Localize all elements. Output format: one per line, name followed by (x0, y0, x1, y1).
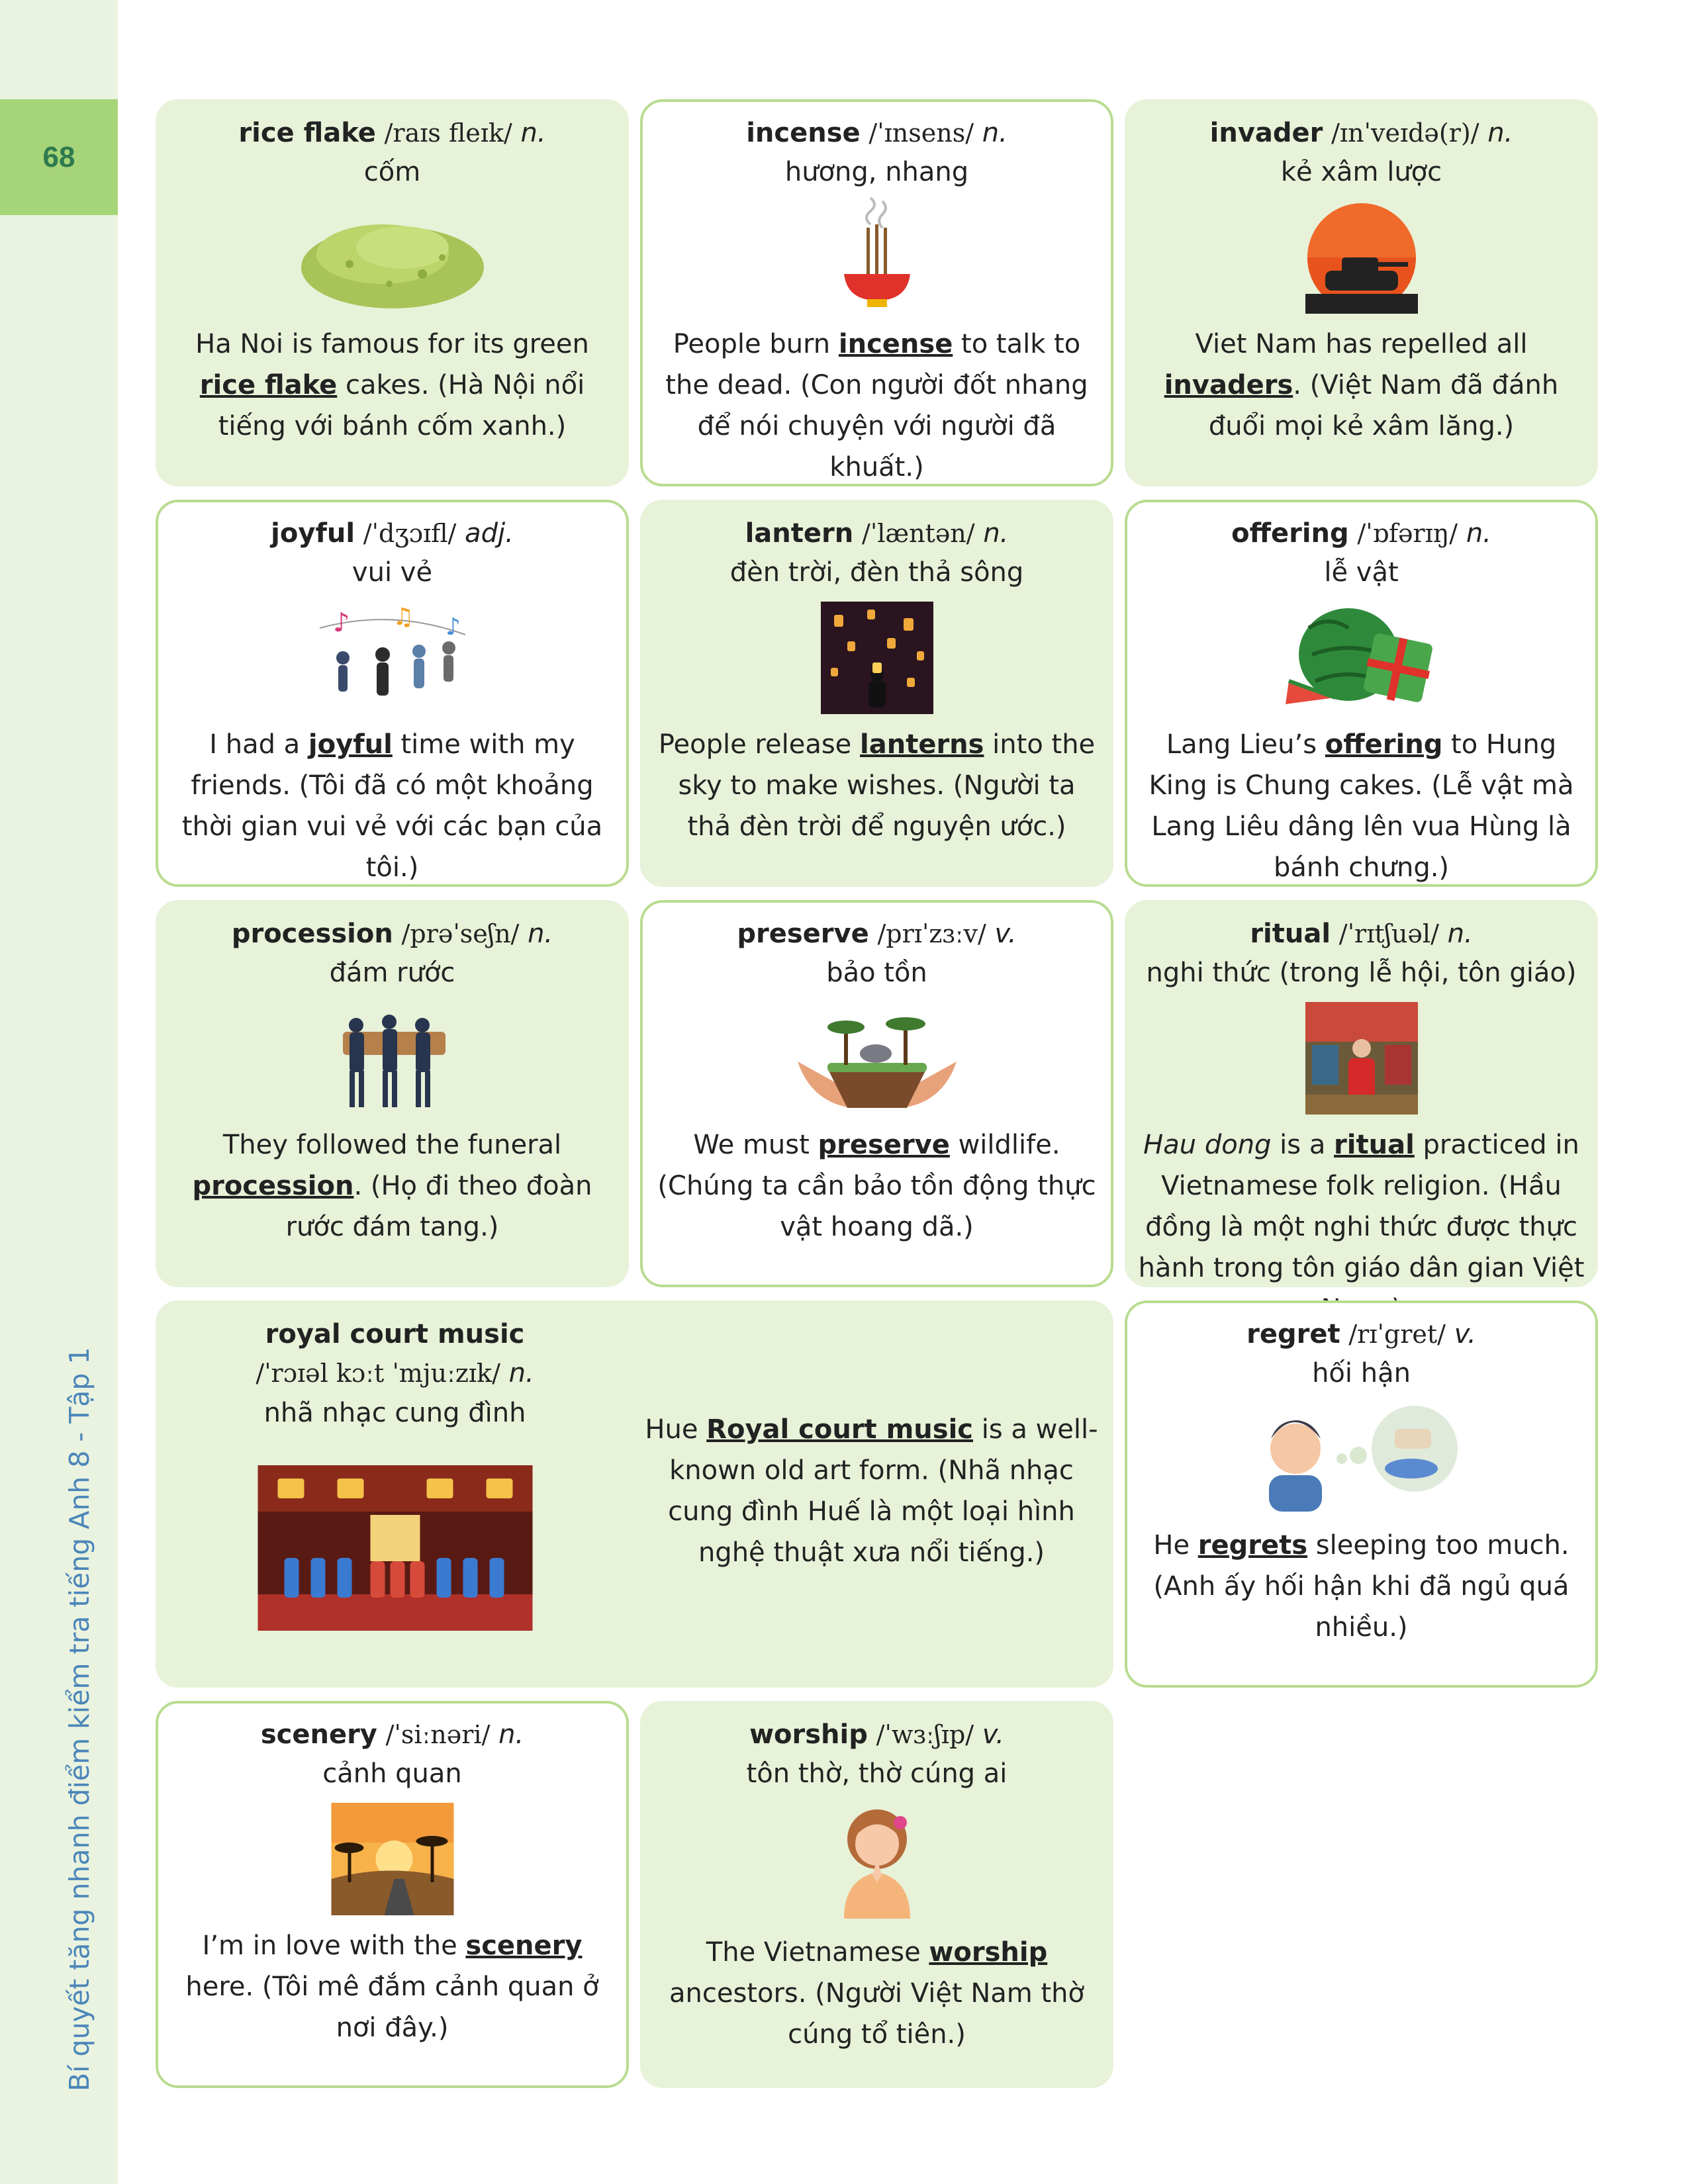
vocab-card-lantern (640, 500, 1113, 887)
example-text: . (Việt Nam đã đánh đuổi mọi kẻ xâm lăng.) (1208, 370, 1559, 441)
example-text: Lang Lieu’s (1166, 729, 1325, 760)
headword: ritual (1250, 919, 1331, 949)
ipa: /ɪnˈveɪdə(r)/ (1331, 118, 1479, 148)
part-of-speech: n. (1466, 518, 1491, 549)
ipa: /rɪˈgret/ (1348, 1320, 1446, 1349)
vocab-card-worship (640, 1701, 1113, 2088)
tank-icon (1305, 201, 1418, 314)
example-text: Hue (645, 1414, 707, 1445)
example-text: practiced in Vietnamese folk religion. (Hầu đồng là một nghi thức được thực hành trong tôn giáo dân gian Việt (1138, 1130, 1585, 1283)
headword: joyful (271, 518, 355, 549)
translation: nghi thức (trong lễ hội, tôn giáo) (1146, 958, 1577, 988)
example-text: is a (1271, 1130, 1335, 1160)
part-of-speech: n. (498, 1719, 524, 1750)
translation: tôn thờ, thờ cúng ai (746, 1758, 1008, 1789)
example-text: . (Họ đi theo đoàn rước đám tang.) (285, 1171, 592, 1242)
royal-court-music-photo-icon (258, 1465, 532, 1631)
part-of-speech: adj. (465, 518, 514, 549)
example-text: People release (658, 729, 861, 760)
headword: scenery (260, 1719, 377, 1750)
headword: preserve (737, 919, 869, 949)
vocab-card-invader (1125, 99, 1598, 486)
example-keyword: procession (192, 1171, 354, 1201)
example-keyword: invaders (1164, 370, 1293, 400)
translation: cốm (363, 157, 421, 187)
vocab-card-offering (1125, 500, 1598, 887)
vocab-card-regret (1125, 1300, 1598, 1688)
dancing-people-icon (313, 602, 472, 714)
ritual-photo-icon (1305, 1002, 1418, 1115)
example-text: Ha Noi is famous for its green (195, 329, 589, 359)
vocab-card-ritual (1125, 900, 1598, 1287)
ipa: /ˈsiːnəri/ (385, 1720, 491, 1749)
example-keyword: joyful (308, 729, 393, 760)
ipa: /prəˈseʃn/ (401, 919, 520, 948)
translation: hương, nhang (784, 157, 969, 187)
ipa: /ˈrɔɪəl kɔːt ˈmjuːzɪk/ (256, 1359, 500, 1388)
headword: procession (231, 919, 393, 949)
example-text: here. (Tôi mê đắm cảnh quan ở nơi đây.) (185, 1972, 599, 2043)
example-text: to Hung King is Chung cakes. (Lễ vật mà Lang Liêu dâng lên vua Hùng là bánh chưng.) (1149, 729, 1574, 883)
lanterns-icon (821, 602, 933, 714)
ipa: /ˈɪnsens/ (868, 118, 974, 148)
headword: incense (746, 118, 861, 148)
example-keyword: incense (838, 329, 953, 359)
headword: lantern (745, 518, 854, 549)
translation: đèn trời, đèn thả sông (729, 557, 1024, 588)
example-keyword: worship (929, 1937, 1048, 1968)
example-text: We must (693, 1130, 818, 1160)
example-keyword: scenery (465, 1931, 583, 1961)
translation: vui vẻ (352, 557, 433, 588)
example-text: time with my friends. (Tôi đã có một khoảng thời gian vui vẻ với các bạn của tôi.) (181, 729, 603, 883)
ipa: /prɪˈzɜːv/ (877, 919, 986, 948)
svg-text:♪: ♪ (332, 608, 350, 638)
headword: rice flake (238, 118, 376, 148)
headword: regret (1246, 1319, 1340, 1349)
ipa: /ˈdʒɔɪfl/ (363, 519, 457, 548)
headword: offering (1231, 518, 1349, 549)
part-of-speech: v. (982, 1719, 1004, 1750)
example-text: ancestors. (Người Việt Nam thờ cúng tổ tiên.) (669, 1978, 1084, 2050)
example-text: sleeping too much. (Anh ấy hối hận khi đã ngủ quá nhiều.) (1153, 1530, 1570, 1643)
part-of-speech: n. (1447, 919, 1473, 949)
translation: kẻ xâm lược (1280, 157, 1442, 187)
example-text: is a well-known old art form. (Nhã nhạc cung đình Huế là một loại hình nghệ thuật xưa nổi tiếng.) (668, 1414, 1098, 1568)
vocab-card-rice-flake (156, 99, 629, 486)
translation: lễ vật (1324, 557, 1399, 588)
vocab-card-joyful (156, 500, 629, 887)
translation: đám rước (329, 958, 455, 988)
part-of-speech: n. (982, 118, 1008, 148)
example-text: I had a (209, 729, 308, 760)
vocab-card-procession (156, 900, 629, 1287)
ipa: /raɪs fleɪk/ (384, 118, 512, 148)
book-title: Bí quyết tăng nhanh điểm kiểm tra tiếng Anh 8 - Tập 1 (64, 1347, 95, 2091)
example-text: to talk to the dead. (Con người đốt nhang để nói chuyện với người đã khuất.) (665, 329, 1088, 482)
svg-text:♪: ♪ (445, 614, 461, 641)
example-keyword: ritual (1334, 1130, 1415, 1160)
ipa: /ˈwɜːʃɪp/ (876, 1720, 974, 1749)
headword: invader (1209, 118, 1323, 148)
example-keyword: regrets (1197, 1530, 1308, 1561)
headword: royal court music (265, 1319, 525, 1349)
example-text: Hau dong (1143, 1130, 1272, 1160)
translation: nhã nhạc cung đình (263, 1398, 526, 1428)
translation: hối hận (1312, 1358, 1411, 1388)
part-of-speech: n. (1487, 118, 1513, 148)
example-keyword: preserve (818, 1130, 950, 1160)
floating-island-icon (791, 1002, 963, 1118)
example-text: They followed the funeral (222, 1130, 562, 1160)
part-of-speech: v. (994, 919, 1017, 949)
funeral-procession-icon (330, 1002, 455, 1115)
vocab-card-scenery (156, 1701, 629, 2088)
example-keyword: lanterns (860, 729, 984, 760)
example-text: He (1153, 1530, 1198, 1561)
example-keyword: Royal court music (706, 1414, 973, 1445)
watermelon-chung-cake-icon (1282, 602, 1441, 714)
sunset-scenery-icon (331, 1803, 453, 1915)
svg-text:♫: ♫ (392, 604, 414, 631)
example-text: into the sky to make wishes. (Người ta thả đèn trời để nguyện ước.) (678, 729, 1096, 842)
example-keyword: offering (1325, 729, 1443, 760)
part-of-speech: n. (983, 518, 1009, 549)
part-of-speech: n. (508, 1358, 534, 1388)
headword: worship (749, 1719, 868, 1750)
page-number: 68 (0, 99, 118, 215)
example-text: People burn (673, 329, 839, 359)
translation: bảo tồn (826, 958, 927, 988)
ipa: /ˈlæntən/ (861, 519, 975, 548)
example-text: cakes. (Hà Nội nổi tiếng với bánh cốm xanh.) (218, 370, 585, 441)
incense-icon (837, 195, 917, 310)
regret-man-icon (1252, 1402, 1471, 1515)
vocab-card-preserve (640, 900, 1113, 1287)
example-keyword: rice flake (199, 370, 338, 400)
example-text: wildlife. (Chúng ta cần bảo tồn động thực vật hoang dã.) (657, 1130, 1096, 1242)
part-of-speech: v. (1454, 1319, 1476, 1349)
vocab-card-incense (640, 99, 1113, 486)
sidebar (0, 0, 118, 2184)
rice-flake-icon (297, 201, 489, 314)
translation: cảnh quan (322, 1758, 462, 1789)
part-of-speech: n. (520, 118, 546, 148)
ipa: /ˈrɪtʃuəl/ (1338, 919, 1439, 948)
example-text: The Vietnamese (706, 1937, 929, 1968)
praying-girl-icon (834, 1803, 920, 1919)
ipa: /ˈɒfərɪŋ/ (1357, 519, 1458, 548)
example-text: I’m in love with the (202, 1931, 466, 1961)
part-of-speech: n. (528, 919, 553, 949)
example-text: Viet Nam has repelled all (1195, 329, 1528, 359)
vocab-card-royal-court-music (156, 1300, 1113, 1688)
